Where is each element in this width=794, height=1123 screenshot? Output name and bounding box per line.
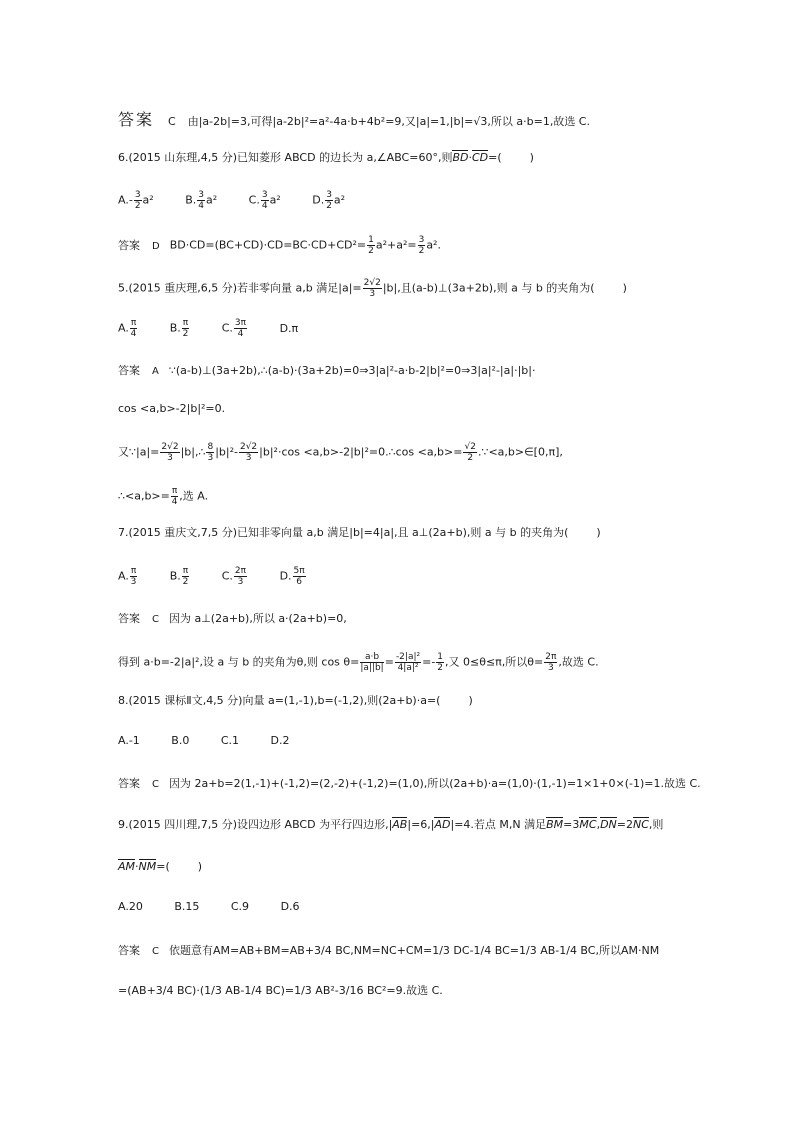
q8-stem: 8.(2015 课标Ⅱ文,4,5 分)向量 a=(1,-1),b=(-1,2),则(2a+b)·a=( ) xyxy=(118,694,473,707)
q9-option-d: D.6 xyxy=(280,900,300,913)
q7-option-a: A. $\frac{\pi}{3}$ xyxy=(118,566,137,587)
q5-stem: 5.(2015 重庆理,6,5 分)若非零向量 a,b 满足|a|= $\frac{2√2}{3}$ |b|,且(a-b)⊥(3a+2b),则 a 与 b 的夹角为( ) xyxy=(118,278,627,299)
q7-stem: 7.(2015 重庆文,7,5 分)已知非零向量 a,b 满足|b|=4|a|,且 a⊥(2a+b),则 a 与 b 的夹角为( ) xyxy=(118,526,601,539)
answer-tag: 答案 xyxy=(118,777,140,790)
answer-letter: D xyxy=(152,240,160,252)
q6-option-b: B. $\frac{3}{4}$ a² xyxy=(185,190,218,211)
q9-stem: 9.(2015 四川理,7,5 分)设四边形 ABCD 为平行四边形,|AB|=6,|AD|=4.若点 M,N 满足BM=3MC,DN=2NC,则 xyxy=(118,818,664,831)
q6-stem: 6.(2015 山东理,4,5 分)已知菱形 ABCD 的边长为 a,∠ABC=60°,则BD·CD=( ) xyxy=(118,151,534,164)
q8-option-b: B.0 xyxy=(171,734,190,747)
q6-option-a: A.- $\frac{3}{2}$ a² xyxy=(118,190,154,211)
q8-answer: 答案 C 因为 2a+b=2(1,-1)+(-1,2)=(2,-2)+(-1,2)=(1,0),所以(2a+b)·a=(1,0)·(1,-1)=1×1+0×(-1)=1.故选 C. xyxy=(118,777,701,790)
answer-tag: 答案 xyxy=(118,238,140,252)
q5-option-d: D.π xyxy=(279,321,299,335)
q7-option-b: B. $\frac{\pi}{2}$ xyxy=(169,566,189,587)
q9-option-b: B.15 xyxy=(174,900,200,913)
q6-stem-end: =( xyxy=(488,151,502,164)
q9-answer-l1: 答案 C 依题意有AM=AB+BM=AB+3/4 BC,NM=NC+CM=1/3 DC-1/4 BC=1/3 AB-1/4 BC,所以AM·NM xyxy=(118,944,660,957)
q5-option-c: C. $\frac{3\pi}{4}$ xyxy=(221,318,247,339)
q8-option-d: D.2 xyxy=(270,734,290,747)
answer-text: 由|a-2b|=3,可得|a-2b|²=a²-4a·b+4b²=9,又|a|=1,|b|=√3,所以 a·b=1,故选 C. xyxy=(187,115,590,128)
q5-answer-l3: 又∵|a|= $\frac{2√2}{3}$ |b|,∴ $\frac{8}{3}$ |b|²- $\frac{2√2}{3}$ |b|²·cos <a,b>-2|b|²=0.∴cos <a,b>= $\frac{√2}{2}$ .∵<a,b>∈[0,π], xyxy=(118,442,563,463)
vector-bd: BD xyxy=(452,151,469,164)
q8-option-a: A.-1 xyxy=(118,734,140,747)
q9-option-c: C.9 xyxy=(230,900,250,913)
q7-options xyxy=(118,566,335,587)
q9-answer-l2: =(AB+3/4 BC)·(1/3 AB-1/4 BC)=1/3 AB²-3/16 BC²=9.故选 C. xyxy=(118,984,443,997)
answer-tag: 答案 xyxy=(118,944,140,957)
q6-stem-text: 6.(2015 山东理,4,5 分)已知菱形 ABCD 的边长为 a,∠ABC=60°,则 xyxy=(118,151,453,164)
q6-option-d: D. $\frac{3}{2}$ a² xyxy=(312,190,346,211)
q9-options xyxy=(118,900,328,914)
answer-letter: C xyxy=(152,946,159,957)
q6-answer: 答案 D BD·CD=(BC+CD)·CD=BC·CD+CD²= $\frac{1}{2}$ a²+a²= $\frac{3}{2}$ a². xyxy=(118,235,441,256)
q5-option-b: B. $\frac{\pi}{2}$ xyxy=(169,318,189,339)
q8-options xyxy=(118,734,318,748)
q7-answer-l1: 答案 C 因为 a⊥(2a+b),所以 a·(2a+b)=0, xyxy=(118,612,347,625)
q5-answer-l2: cos <a,b>-2|b|²=0. xyxy=(118,402,226,415)
q6-option-c: C. $\frac{3}{4}$ a² xyxy=(248,190,281,211)
q9-option-a: A.20 xyxy=(118,900,143,913)
q8-option-c: C.1 xyxy=(220,734,240,747)
answer-letter: C xyxy=(152,779,159,790)
q6-answer-text: BD·CD=(BC+CD)·CD=BC·CD+CD²= xyxy=(169,238,367,252)
answer-tag: 答案 xyxy=(118,364,140,377)
q7-answer-l2: 得到 a·b=-2|a|²,设 a 与 b 的夹角为θ,则 cos θ= $\frac{a\cdot b}{|a||b|}$ = $\frac{\text{-2|a|²}}{\text{4|a|²}}$ =- $\frac{1}{2}$ ,又 0≤θ≤π,所以θ= $\frac{2\pi}{3}$ ,故选 C. xyxy=(118,652,599,673)
answer-tag: 答案 xyxy=(118,110,155,129)
answer-tag: 答案 xyxy=(118,612,140,625)
q5-options xyxy=(118,318,326,339)
q7-option-c: C. $\frac{2\pi}{3}$ xyxy=(221,566,247,587)
q5-answer-l1: 答案 A ∵(a-b)⊥(3a+2b),∴(a-b)·(3a+2b)=0⇒3|a|²-a·b-2|b|²=0⇒3|a|²-|a|·|b|· xyxy=(118,364,536,377)
vector-cd: CD xyxy=(471,151,489,164)
q6-options xyxy=(118,190,373,211)
q7-option-d: D. $\frac{5\pi}{6}$ xyxy=(279,566,305,587)
q5-answer-l4: ∴<a,b>= $\frac{\pi}{4}$ ,选 A. xyxy=(118,486,209,507)
answer-letter: C xyxy=(152,614,159,625)
q9-stem-l2: AM·NM=( ) xyxy=(118,860,203,873)
q5-option-a: A. $\frac{\pi}{4}$ xyxy=(118,318,137,339)
answer-letter: C xyxy=(168,115,176,128)
answer-letter: A xyxy=(152,366,159,377)
prev-answer-line xyxy=(118,110,590,129)
